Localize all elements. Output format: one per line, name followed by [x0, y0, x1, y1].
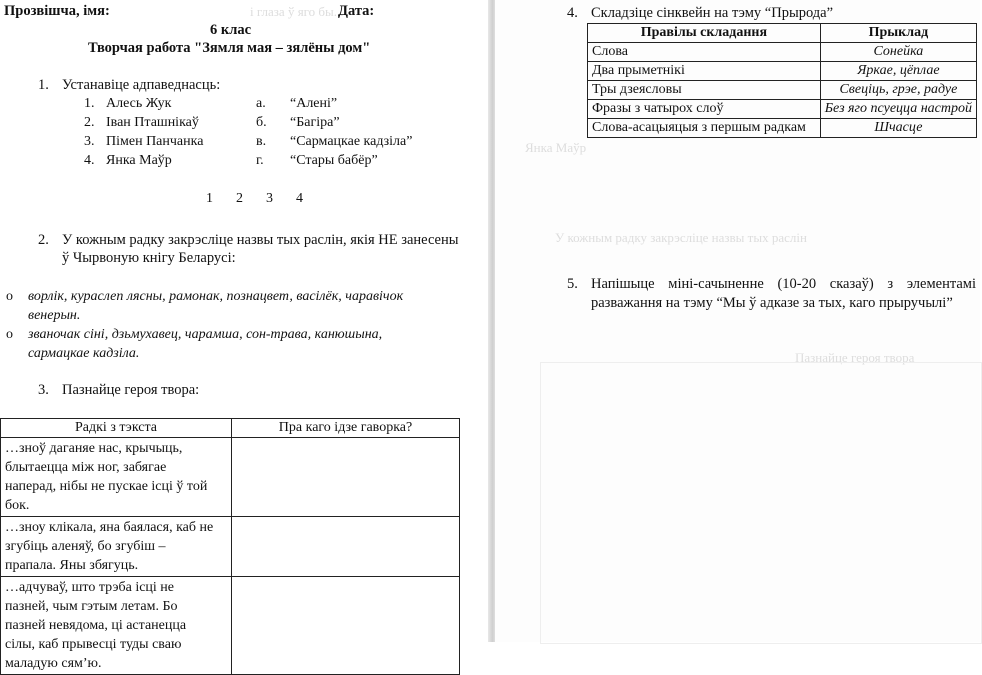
task2-number: 2.	[38, 232, 49, 248]
example-cell: Шчасце	[820, 119, 976, 138]
rule-cell: Фразы з чатырох слоў	[588, 100, 821, 119]
quote-line: …адчуваў, што трэба ісці не	[5, 580, 175, 595]
work-title: “Алені”	[290, 96, 338, 111]
quote-line: пазней, чым гэтым летам. Бо	[5, 599, 178, 614]
bullet-icon: o	[6, 327, 13, 342]
author-number: 2.	[84, 115, 95, 130]
table-row	[1, 438, 460, 517]
work-letter: а.	[256, 96, 266, 111]
plant-list-line[interactable]: званочак сіні, дзьмухавец, чарамша, сон-трава, канюшына,	[28, 327, 383, 342]
table-row	[1, 577, 460, 675]
quote-line: бок.	[5, 498, 30, 513]
author-number: 3.	[84, 134, 95, 149]
show-through-text: Янка Маўр	[525, 140, 587, 155]
work-letter: б.	[256, 115, 267, 130]
grade-label: 6 клас	[210, 22, 252, 38]
answer-number: 3	[266, 191, 273, 206]
author-number: 4.	[84, 153, 95, 168]
table-row	[588, 119, 977, 138]
task5-number: 5.	[567, 276, 578, 292]
quote-line: маладую сям’ю.	[5, 656, 102, 671]
table-row	[588, 43, 977, 62]
answer-cell[interactable]	[232, 438, 460, 517]
table-row	[588, 62, 977, 81]
table-row	[588, 100, 977, 119]
table-row	[588, 81, 977, 100]
task4-text: Складзіце сінквейн на тэму “Прырода”	[591, 5, 834, 21]
example-cell: Сонейка	[820, 43, 976, 62]
quote-line: наперад, нібы не пускае ісці ў той	[5, 479, 208, 494]
plant-list-line[interactable]: венерын.	[28, 308, 81, 323]
table-row	[1, 517, 460, 577]
answer-cell[interactable]	[232, 517, 460, 577]
right-page	[495, 0, 980, 642]
plant-list-1	[6, 287, 458, 325]
quote-cell	[1, 577, 232, 675]
author-name: Алесь Жук	[106, 96, 172, 111]
bullet-icon: o	[6, 289, 13, 304]
work-letter: в.	[256, 134, 267, 149]
hero-table	[0, 418, 460, 675]
quote-line: блытаецца між ног, забягае	[5, 460, 167, 475]
name-label: Прозвішча, імя:	[4, 3, 110, 19]
left-page	[0, 0, 490, 671]
plant-list-line[interactable]: ворлік, кураслеп лясны, рамонак, познацвет, васілёк, чаравічок	[28, 289, 404, 304]
task4-number: 4.	[567, 5, 578, 21]
author-number: 1.	[84, 96, 95, 111]
show-through-text: і глаза ў яго бы...	[250, 4, 344, 19]
plant-list-line[interactable]: сармацкае кадзіла.	[28, 346, 140, 361]
cinquain-table	[587, 23, 977, 138]
page-title: Творчая работа "Зямля мая – зялёны дом"	[88, 40, 371, 56]
answer-number: 1	[206, 191, 213, 206]
example-cell: Без яго псуецца настрой	[820, 100, 976, 119]
task2-text-cont: ў Чырвоную кнігу Беларусі:	[62, 250, 236, 266]
show-through-text: У кожным радку закрэсліце назвы тых раслін	[555, 230, 807, 245]
rule-cell: Два прыметнікі	[588, 62, 821, 81]
hero-table-header: Пра каго ідзе гаворка?	[232, 419, 460, 438]
cinquain-table-header: Прыклад	[820, 24, 976, 43]
work-title: “Стары бабёр”	[290, 153, 378, 168]
rule-cell: Слова	[588, 43, 821, 62]
task2-text: У кожным радку закрэсліце назвы тых раслін, якія НЕ занесены	[62, 232, 459, 248]
quote-line: …зноу клікала, яна баялася, каб не	[5, 520, 214, 535]
plant-list-2	[6, 325, 458, 363]
answer-number: 2	[236, 191, 243, 206]
rule-cell: Слова-асацыяцыя з першым радкам	[588, 119, 821, 138]
quote-line: згубіць аленяў, бо згубіш –	[5, 539, 166, 554]
work-letter: г.	[256, 153, 264, 168]
example-cell: Яркае, цёплае	[820, 62, 976, 81]
cinquain-table-header: Правілы складання	[588, 24, 821, 43]
quote-cell	[1, 438, 232, 517]
author-name: Іван Пташнікаў	[106, 115, 199, 130]
example-cell: Свеціць, грэе, радуе	[820, 81, 976, 100]
task5-text-cont: разважання на тэму “Мы ў адказе за тых, каго прыручылі”	[591, 295, 953, 311]
hero-table-header: Радкі з тэкста	[1, 419, 232, 438]
show-through-table	[540, 362, 982, 644]
task1-number: 1.	[38, 77, 49, 93]
quote-line: сілы, каб прывесці туды сваю	[5, 637, 182, 652]
work-title: “Багіра”	[290, 115, 340, 130]
task3-number: 3.	[38, 382, 49, 398]
quote-line: прапала. Яны збягуць.	[5, 558, 139, 573]
quote-line: …зноў даганяе нас, крычыць,	[5, 441, 183, 456]
date-label: Дата:	[338, 3, 375, 19]
quote-line: пазней невядома, ці астанецца	[5, 618, 187, 633]
task5-text: Напішыце міні-сачыненне (10-20 сказаў) з элементамі	[591, 276, 976, 292]
task3-text: Пазнайце героя твора:	[62, 382, 200, 398]
author-name: Янка Маўр	[106, 153, 172, 168]
show-through-text: Пазнайце героя твора	[795, 350, 915, 365]
answer-number: 4	[296, 191, 303, 206]
quote-cell	[1, 517, 232, 577]
task1-text: Устанавіце адпаведнасць:	[62, 77, 221, 93]
work-title: “Сармацкае кадзіла”	[290, 134, 413, 149]
answer-cell[interactable]	[232, 577, 460, 675]
author-name: Пімен Панчанка	[106, 134, 204, 149]
rule-cell: Тры дзеясловы	[588, 81, 821, 100]
